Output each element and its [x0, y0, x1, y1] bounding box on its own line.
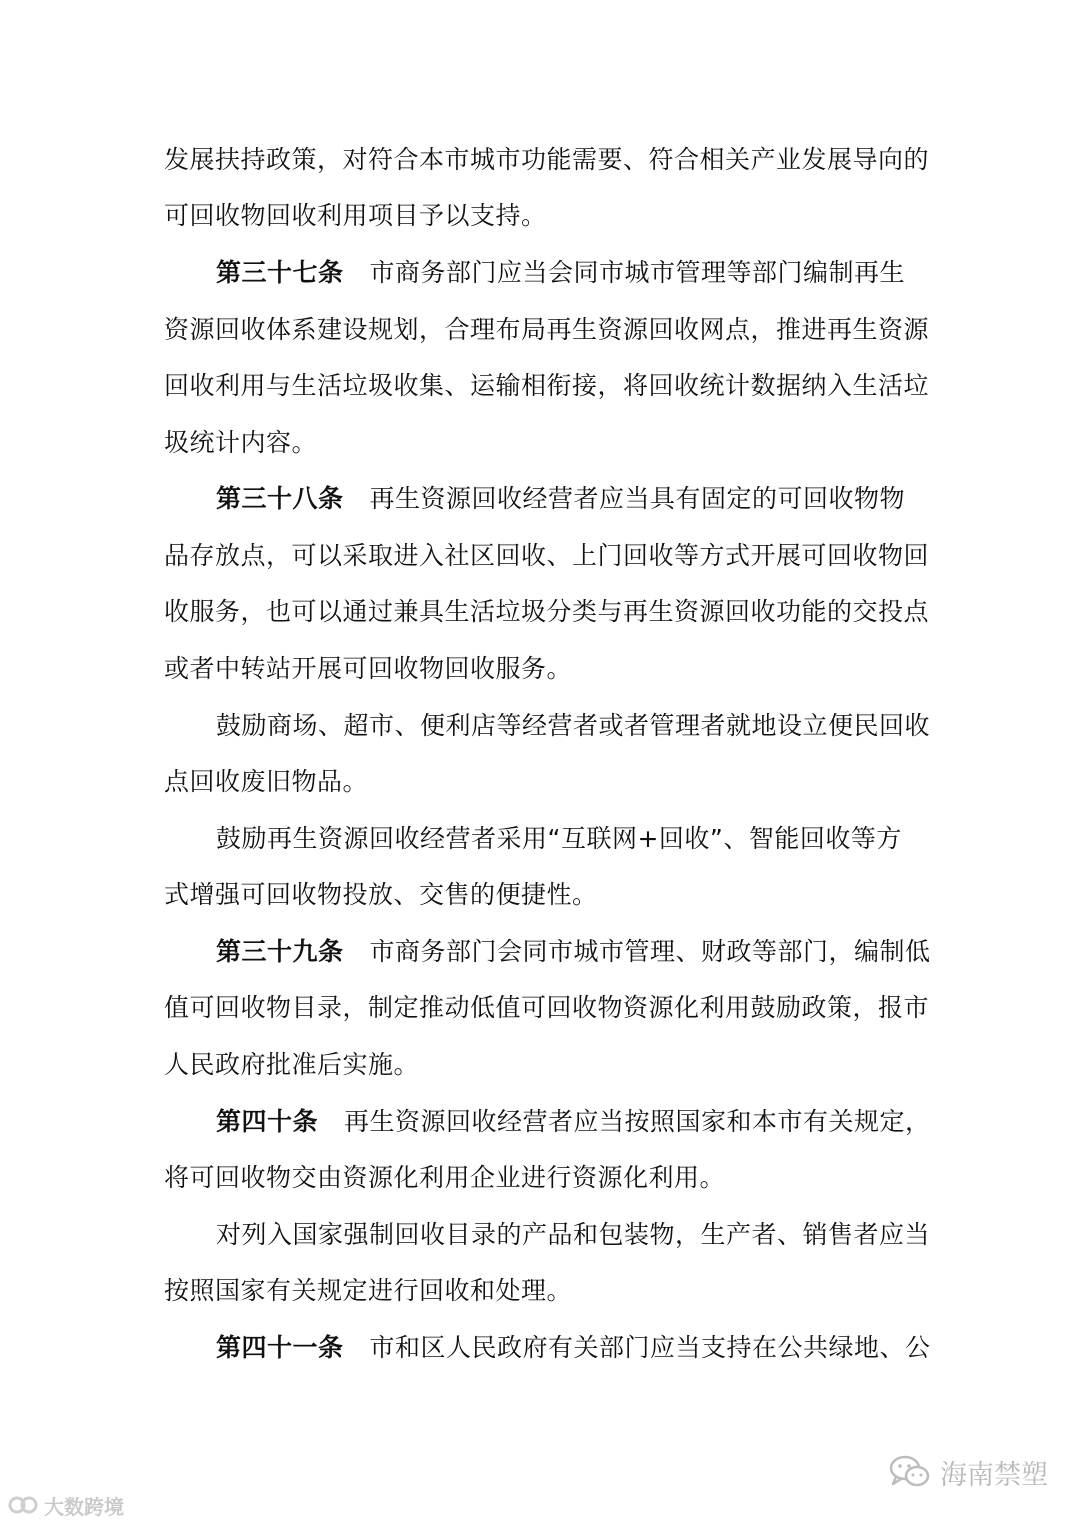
watermark-right-text: 海南禁塑	[940, 1459, 1048, 1491]
wechat-icon	[888, 1453, 932, 1491]
article-title: 第三十七条	[216, 258, 344, 287]
body-line: 值可回收物目录，制定推动低值可回收物资源化利用鼓励政策，报市	[164, 993, 930, 1022]
body-line: 按照国家有关规定进行回收和处理。	[164, 1276, 573, 1305]
body-line: 式增强可回收物投放、交售的便捷性。	[164, 880, 598, 909]
body-line: 人民政府批准后实施。	[164, 1050, 420, 1079]
article-40-line: 第四十条 再生资源回收经营者应当按照国家和本市有关规定，	[216, 1107, 931, 1136]
article-37-line: 第三十七条 市商务部门应当会同市城市管理等部门编制再生	[216, 258, 906, 287]
body-line: 资源回收体系建设规划，合理布局再生资源回收网点，推进再生资源	[164, 315, 930, 344]
body-line: 点回收废旧物品。	[164, 767, 369, 796]
body-line: 发展扶持政策，对符合本市城市功能需要、符合相关产业发展导向的	[164, 145, 930, 174]
body-line: 回收利用与生活垃圾收集、运输相衔接，将回收统计数据纳入生活垃	[164, 371, 930, 400]
watermark-left	[8, 1490, 124, 1520]
body-line: 或者中转站开展可回收物回收服务。	[164, 654, 573, 683]
body-line: 品存放点，可以采取进入社区回收、上门回收等方式开展可回收物回	[164, 541, 930, 570]
article-38-line: 第三十八条 再生资源回收经营者应当具有固定的可回收物物	[216, 484, 906, 513]
article-39-line: 第三十九条 市商务部门会同市城市管理、财政等部门，编制低	[216, 937, 931, 966]
watermark-left-text: 大数跨境	[44, 1494, 124, 1519]
article-title: 第三十九条	[216, 937, 344, 966]
body-line: 对列入国家强制回收目录的产品和包装物，生产者、销售者应当	[216, 1220, 931, 1249]
article-title: 第三十八条	[216, 484, 344, 513]
body-line: 将可回收物交由资源化利用企业进行资源化利用。	[164, 1163, 726, 1192]
article-title: 第四十条	[216, 1107, 319, 1136]
article-41-line: 第四十一条 市和区人民政府有关部门应当支持在公共绿地、公	[216, 1333, 931, 1362]
body-line: 鼓励商场、超市、便利店等经营者或者管理者就地设立便民回收	[216, 711, 931, 740]
article-title: 第四十一条	[216, 1333, 344, 1362]
body-line: 鼓励再生资源回收经营者采用“互联网+回收”、智能回收等方	[216, 824, 902, 853]
body-line: 圾统计内容。	[164, 428, 318, 457]
brand-logo-icon	[8, 1493, 38, 1517]
watermark-right	[888, 1452, 1048, 1492]
body-line: 可回收物回收利用项目予以支持。	[164, 201, 547, 230]
body-line: 收服务，也可以通过兼具生活垃圾分类与再生资源回收功能的交投点	[164, 597, 930, 626]
